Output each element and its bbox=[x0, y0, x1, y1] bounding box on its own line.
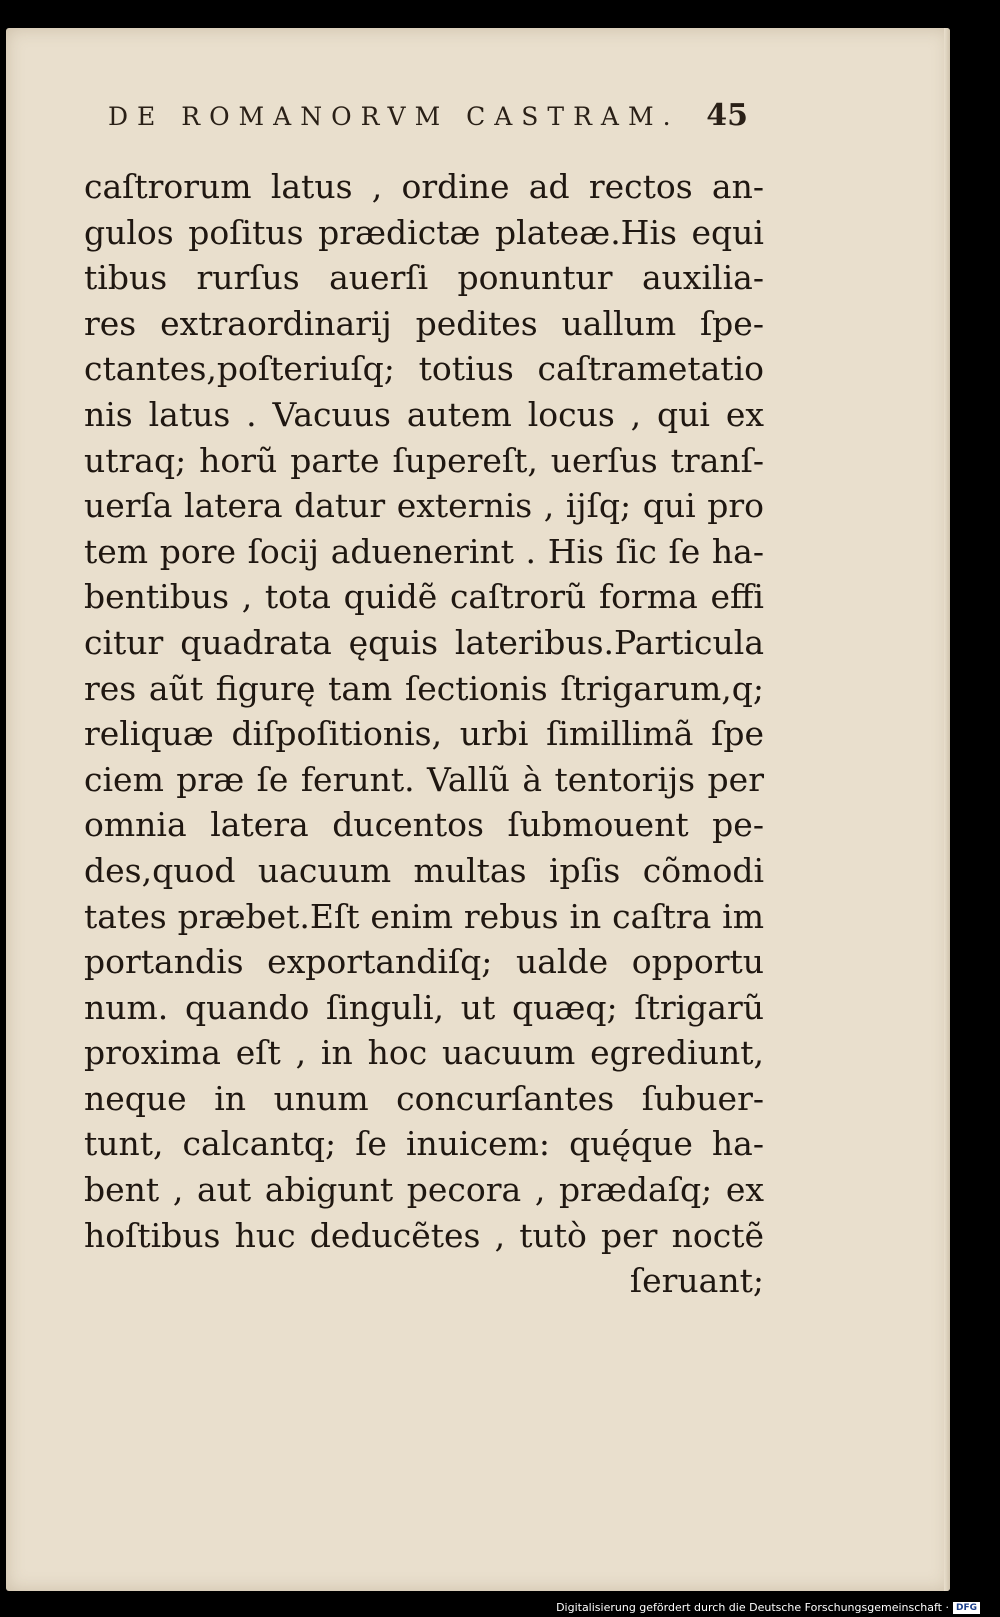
page-edge bbox=[944, 28, 950, 1591]
text-line: gulos poſitus prædictæ plateæ.His equi bbox=[84, 212, 764, 252]
text-line: ciem præ ſe ferunt. Vallũ à tentorijs per bbox=[84, 759, 764, 799]
digitization-credit bbox=[556, 1601, 980, 1614]
text-line: tates præbet.Eſt enim rebus in caſtra im bbox=[84, 896, 764, 936]
text-line: num. quando ſinguli, ut quæq; ſtrigarũ bbox=[84, 987, 764, 1027]
text-line: tem pore ſocij aduenerint . His ſic ſe ha- bbox=[84, 531, 764, 571]
credit-text: Digitalisierung gefördert durch die Deutsche Forschungsgemeinschaft · bbox=[556, 1601, 949, 1614]
text-line: utraq; horũ parte ſupereſt, uerſus tranſ- bbox=[84, 440, 764, 480]
text-line: reliquæ diſpoſitionis, urbi ſimillimã ſpe bbox=[84, 714, 764, 754]
text-line: bent , aut abigunt pecora , prædaſq; ex bbox=[84, 1170, 764, 1210]
text-line: tibus rurſus auerſi ponuntur auxilia- bbox=[84, 258, 764, 298]
dfg-logo: DFG bbox=[953, 1602, 980, 1614]
running-head bbox=[108, 98, 748, 142]
text-line: ctantes,poſteriuſq; totius caſtrametatio bbox=[84, 349, 764, 389]
text-line: nis latus . Vacuus autem locus , qui ex bbox=[84, 394, 764, 434]
text-line: res aũt figurę tam ſectionis ſtrigarum,q; bbox=[84, 668, 764, 708]
text-line: des,quod uacuum multas ipſis cõmodi bbox=[84, 850, 764, 890]
text-line: portandis exportandiſq; ualde opportu bbox=[84, 942, 764, 982]
body-text bbox=[84, 164, 764, 1304]
text-line: hoſtibus huc deducẽtes , tutò per noctẽ bbox=[84, 1215, 764, 1255]
text-line: citur quadrata ęquis lateribus.Particula bbox=[84, 622, 764, 662]
text-line: bentibus , tota quidẽ caſtrorũ forma effi bbox=[84, 577, 764, 617]
text-line: proxima eſt , in hoc uacuum egrediunt, bbox=[84, 1033, 764, 1073]
text-line: caſtrorum latus , ordine ad rectos an- bbox=[84, 167, 764, 206]
text-line: uerſa latera datur externis , ijſq; qui pro bbox=[84, 486, 764, 526]
text-line: neque in unum concurſantes ſubuer- bbox=[84, 1078, 764, 1118]
text-line: res extraordinarij pedites uallum ſpe- bbox=[84, 303, 764, 343]
text-line: tunt, calcantq; ſe inuicem: quę́que ha- bbox=[84, 1124, 764, 1164]
book-page bbox=[6, 28, 950, 1591]
page-number: 45 bbox=[706, 98, 748, 133]
text-line: omnia latera ducentos ſubmouent pe- bbox=[84, 805, 764, 845]
running-head-title: DE ROMANORVM CASTRAM. bbox=[108, 102, 680, 131]
catchword-line: ſeruant; bbox=[629, 1261, 764, 1301]
